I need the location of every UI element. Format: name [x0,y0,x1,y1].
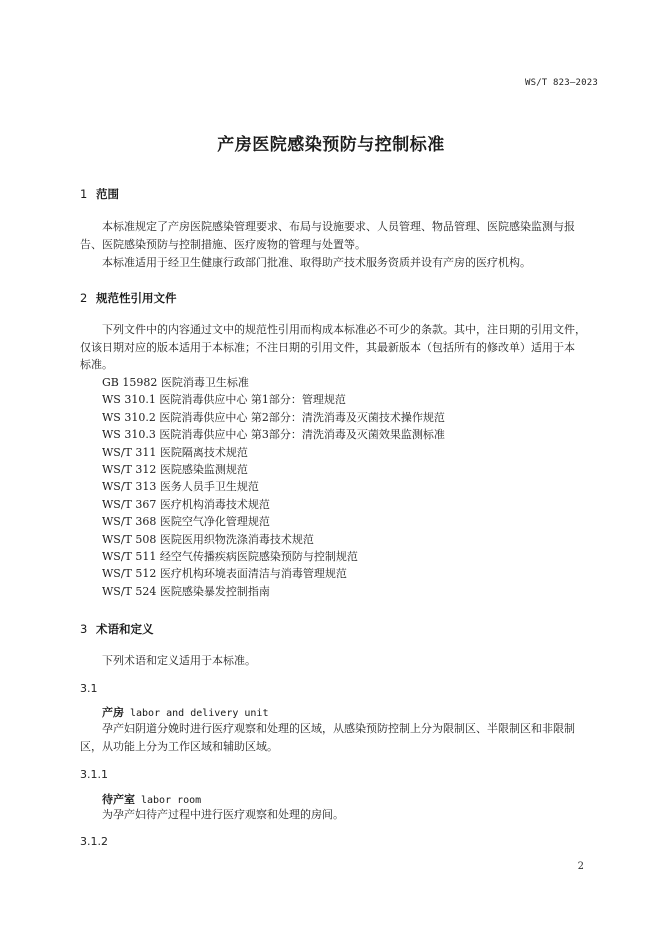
clause-number: 3.1.2 [80,835,108,848]
standard-code: WS/T 823—2023 [524,78,598,88]
section-title: 范围 [96,187,119,201]
section-title: 术语和定义 [96,622,154,636]
text-line: 标准。 [80,358,113,371]
reference-item: WS/T 313 医务人员手卫生规范 [102,480,259,494]
reference-item: WS/T 368 医院空气净化管理规范 [102,515,270,529]
reference-item: WS/T 311 医院隔离技术规范 [102,445,248,459]
reference-item: GB 15982 医院消毒卫生标准 [102,376,249,389]
reference-item: WS/T 511 经空气传播疾病医院感染预防与控制规范 [102,549,358,563]
reference-item: WS 310.1 医院消毒供应中心 第1部分：管理规范 [102,393,346,407]
term-entry [102,704,268,720]
reference-item: WS 310.3 医院消毒供应中心 第3部分：清洗消毒及灭菌效果监测标准 [102,428,445,442]
clause-number: 3.1.1 [80,768,108,781]
term-english: labor and delivery unit [130,708,269,719]
text-line: 区，从功能上分为工作区域和辅助区域。 [80,739,278,753]
text-line: 为孕产妇待产过程中进行医疗观察和处理的房间。 [102,808,344,821]
reference-item: WS/T 524 医院感染暴发控制指南 [102,584,270,598]
text-line: 仅该日期对应的版本适用于本标准；不注日期的引用文件，其最新版本（包括所有的修改单）适用于本 [80,340,575,354]
section-title: 规范性引用文件 [96,291,177,305]
reference-list [102,374,445,600]
term-chinese: 待产室 [102,793,135,806]
section-1-paragraph-1 [80,218,600,253]
term-chinese: 产房 [102,706,124,719]
section-number: 1 [80,187,88,201]
clause-number: 3.1 [80,682,98,695]
term-english: labor room [141,795,202,806]
term-entry [102,791,201,807]
text-line: 本标准规定了产房医院感染管理要求、布局与设施要求、人员管理、物品管理、医院感染监测与报 [102,220,575,233]
section-2-intro [80,321,600,374]
reference-item: WS/T 508 医院医用织物洗涤消毒技术规范 [102,532,314,546]
text-line: 告、医院感染预防与控制措施、医疗废物的管理与处置等。 [80,237,366,251]
reference-item: WS/T 367 医疗机构消毒技术规范 [102,497,270,511]
section-1-heading [80,186,119,202]
reference-item: WS 310.2 医院消毒供应中心 第2部分：清洗消毒及灭菌技术操作规范 [102,410,445,424]
text-line: 本标准适用于经卫生健康行政部门批准、取得助产技术服务资质并设有产房的医疗机构。 [102,256,531,269]
term-definition [80,806,600,824]
text-line: 下列文件中的内容通过文中的规范性引用而构成本标准必不可少的条款。其中，注日期的引用文件， [102,323,586,336]
section-3-heading [80,621,154,637]
reference-item: WS/T 312 医院感染监测规范 [102,462,248,476]
text-line: 孕产妇阴道分娩时进行医疗观察和处理的区域，从感染预防控制上分为限制区、半限制区和非限制 [102,722,575,735]
page-number: 2 [577,861,584,872]
text-line: 下列术语和定义适用于本标准。 [102,654,256,667]
term-definition [80,720,600,755]
section-2-heading [80,290,177,306]
section-1-paragraph-2 [80,254,600,272]
page-title: 产房医院感染预防与控制标准 [217,135,445,155]
section-number: 3 [80,622,88,636]
section-3-intro [80,652,600,670]
reference-item: WS/T 512 医疗机构环境表面清洁与消毒管理规范 [102,567,347,581]
section-number: 2 [80,291,88,305]
